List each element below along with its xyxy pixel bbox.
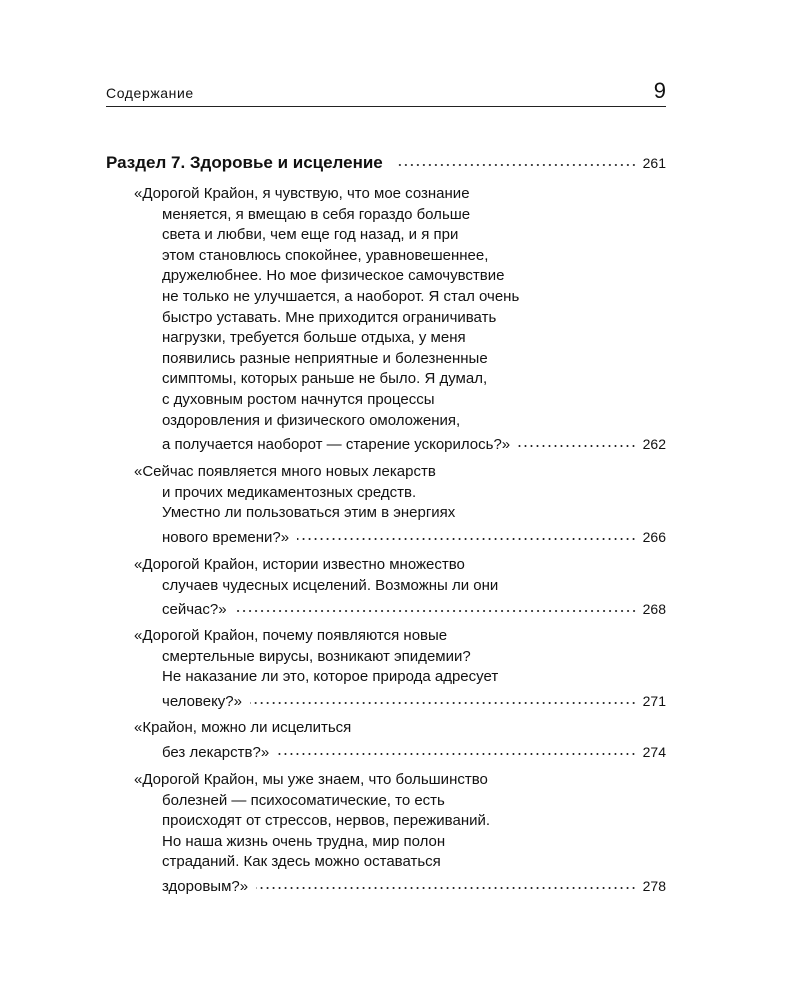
entry-line: без лекарств?»	[162, 743, 270, 761]
entry-line: Но наша жизнь очень трудна, мир полон	[162, 832, 446, 850]
running-head	[106, 78, 666, 106]
entry-page: 278	[642, 877, 666, 894]
entry-page: 274	[642, 743, 666, 760]
entry-line: «Сейчас появляется много новых лекарств	[134, 463, 436, 480]
entry-line: человеку?»	[162, 692, 242, 710]
dot-leader	[397, 150, 637, 168]
entry-line: не только не улучшается, а наоборот. Я стал очень	[162, 287, 520, 305]
entry-page: 262	[642, 436, 666, 453]
entry-last-line	[134, 524, 666, 545]
toc-entry	[134, 184, 666, 452]
entry-last-line	[134, 596, 666, 617]
entry-line: этом становлюсь спокойнее, уравновешеннее,	[162, 246, 489, 264]
entry-line: меняется, я вмещаю в себя гораздо больше	[162, 205, 471, 223]
dot-leader	[297, 524, 637, 542]
entry-line: «Крайон, можно ли исцелиться	[134, 719, 352, 736]
entry-line: «Дорогой Крайон, мы уже знаем, что большинство	[134, 771, 488, 788]
entry-line: «Дорогой Крайон, почему появляются новые	[134, 627, 448, 644]
dot-leader	[277, 739, 636, 757]
entry-line: страданий. Как здесь можно оставаться	[162, 853, 441, 871]
entry-last-line	[134, 431, 666, 452]
entry-line: случаев чудесных исцелений. Возможны ли они	[162, 576, 499, 594]
section-heading	[106, 150, 666, 174]
toc-entry	[134, 770, 666, 894]
entry-last-line	[134, 873, 666, 894]
entry-line: «Дорогой Крайон, я чувствую, что мое сознание	[134, 185, 470, 202]
entry-last-line	[134, 739, 666, 760]
entry-line: смертельные вирусы, возникают эпидемии?	[162, 647, 471, 665]
entry-line: Уместно ли пользоваться этим в энергиях	[162, 504, 456, 522]
header-rule	[106, 106, 666, 107]
entry-line: появились разные неприятные и болезненные	[162, 349, 488, 367]
entry-line: и прочих медикаментозных средств.	[162, 483, 417, 501]
entry-last-line	[134, 688, 666, 709]
dot-leader	[250, 688, 637, 706]
entry-line: а получается наоборот — старение ускорилось?»	[162, 436, 511, 454]
entry-line: оздоровления и физического омоложения,	[162, 411, 461, 429]
entry-line: здоровым?»	[162, 877, 249, 895]
section-title: Раздел 7. Здоровье и исцеление	[106, 153, 383, 172]
page-number: 9	[653, 78, 666, 103]
dot-leader	[518, 431, 636, 449]
toc-entry	[134, 718, 666, 759]
entry-line: света и любви, чем еще год назад, и я при	[162, 226, 459, 244]
entry-line: быстро уставать. Мне приходится ограничивать	[162, 308, 497, 326]
toc-entry	[134, 462, 666, 544]
entry-page: 268	[642, 601, 666, 618]
entry-line: нагрузки, требуется больше отдыха, у меня	[162, 329, 466, 347]
entry-line: болезней — психосоматические, то есть	[162, 791, 445, 809]
entry-line: происходят от стрессов, нервов, переживаний.	[162, 812, 491, 830]
entry-line: Не наказание ли это, которое природа адресует	[162, 668, 499, 686]
dot-leader	[235, 596, 637, 614]
toc-entry	[134, 555, 666, 617]
running-title: Содержание	[106, 85, 194, 101]
entry-line: симптомы, которых раньше не было. Я думал,	[162, 370, 488, 388]
entry-page: 266	[642, 528, 666, 545]
section-page: 261	[642, 155, 666, 171]
dot-leader	[256, 873, 637, 891]
entry-line: «Дорогой Крайон, истории известно множество	[134, 556, 465, 573]
entry-line: дружелюбнее. Но мое физическое самочувствие	[162, 267, 505, 285]
entry-page: 271	[642, 692, 666, 709]
toc-entry	[134, 626, 666, 708]
entry-line: сейчас?»	[162, 601, 227, 619]
entry-line: с духовным ростом начнутся процессы	[162, 390, 435, 408]
entry-line: нового времени?»	[162, 528, 290, 546]
